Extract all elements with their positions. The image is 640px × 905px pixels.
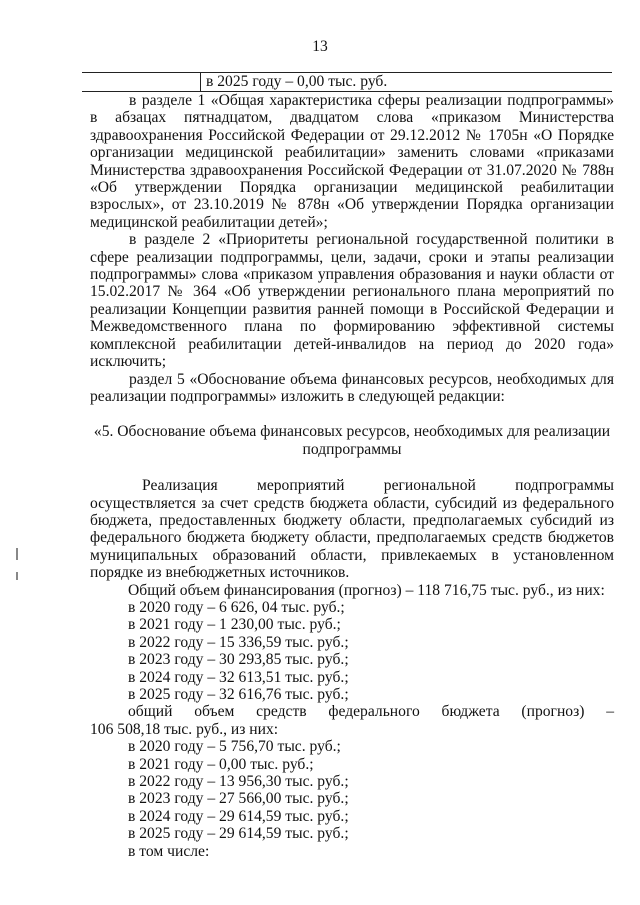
list-item: в 2020 году – 6 626, 04 тыс. руб.; [128,598,345,616]
total-funding-list [90,599,614,703]
including-label: в том числе: [128,842,210,860]
total-funding: Общий объем финансирования (прогноз) – 118 716,75 тыс. руб., из них: [128,581,605,599]
list-item: в 2024 году – 32 613,51 тыс. руб.; [128,668,349,686]
paragraph-section-1: в разделе 1 «Общая характеристика сферы реализации подпрограммы» в абзацах пятнадцатом, двадцатом слова «приказом Министерства здравоохранения Российской Федерации от 29.12.2012 № 1705н «О Порядке организации медицинской реабилитации» заменить словами «приказами Министерства здравоохранения Российской Федерации от 31.07.2020 № 788н «Об утверждении Порядка организации медицинской реабилитации взрослых», от 23.10.2019 № 878н «Об утверждении Порядка организации медицинской реабилитации детей»; [90,92,614,231]
paragraph-section-5: раздел 5 «Обоснование объема финансовых ресурсов, необходимых для реализации подпрограммы» изложить в следующей редакции: [90,370,614,405]
paragraph-section-2: в разделе 2 «Приоритеты региональной государственной политики в сфере реализации подпрограммы, цели, задачи, сроки и этапы реализации подпрограммы» слова «приказом управления образования и науки области от 15.02.2017 № 364 «Об утверждении регионального плана мероприятий по реализации Концепции развития ранней помощи в Российской Федерации и Межведомственного плана по формированию эффективной системы комплексной реабилитации детей-инвалидов на период до 2020 года» исключить; [90,231,614,371]
table-cell-left [82,73,201,91]
list-item: в 2022 году – 15 336,59 тыс. руб.; [128,633,349,651]
list-item: в 2025 году – 29 614,59 тыс. руб.; [128,825,349,843]
section-heading: «5. Обоснование объема финансовых ресурсов, необходимых для реализации подпрограммы [93,423,611,458]
margin-mark [16,572,18,580]
federal-funding-total: 106 508,18 тыс. руб., из них: [90,720,279,738]
table-cell-right: в 2025 году – 0,00 тыс. руб. [206,73,388,90]
margin-mark [16,548,18,560]
list-item: в 2021 году – 0,00 тыс. руб.; [128,755,314,773]
list-item: в 2024 году – 29 614,59 тыс. руб.; [128,807,349,825]
table-row [82,72,612,92]
paragraph-funding-sources: Реализация мероприятий региональной подпрограммы осуществляется за счет средств бюджета области, субсидий из федерального бюджета, предоставленных бюджету области, предполагаемых субсидий из федерального бюджета бюджету области, предполагаемых средств бюджетов муниципальных образований области, привлекаемых в установленном порядке из внебюджетных источников. [90,477,614,582]
list-item: в 2022 году – 13 956,30 тыс. руб.; [128,773,349,791]
list-item: в 2021 году – 1 230,00 тыс. руб.; [128,616,341,634]
document-body [90,92,614,860]
list-item: в 2020 году – 5 756,70 тыс. руб.; [128,738,341,756]
list-item: в 2025 году – 32 616,76 тыс. руб.; [128,686,349,703]
federal-funding-list [90,738,614,842]
list-item: в 2023 году – 30 293,85 тыс. руб.; [128,651,349,669]
page-number: 13 [312,38,328,55]
federal-funding: общий объем средств федерального бюджета (прогноз) – [128,703,614,721]
list-item: в 2023 году – 27 566,00 тыс. руб.; [128,790,349,808]
